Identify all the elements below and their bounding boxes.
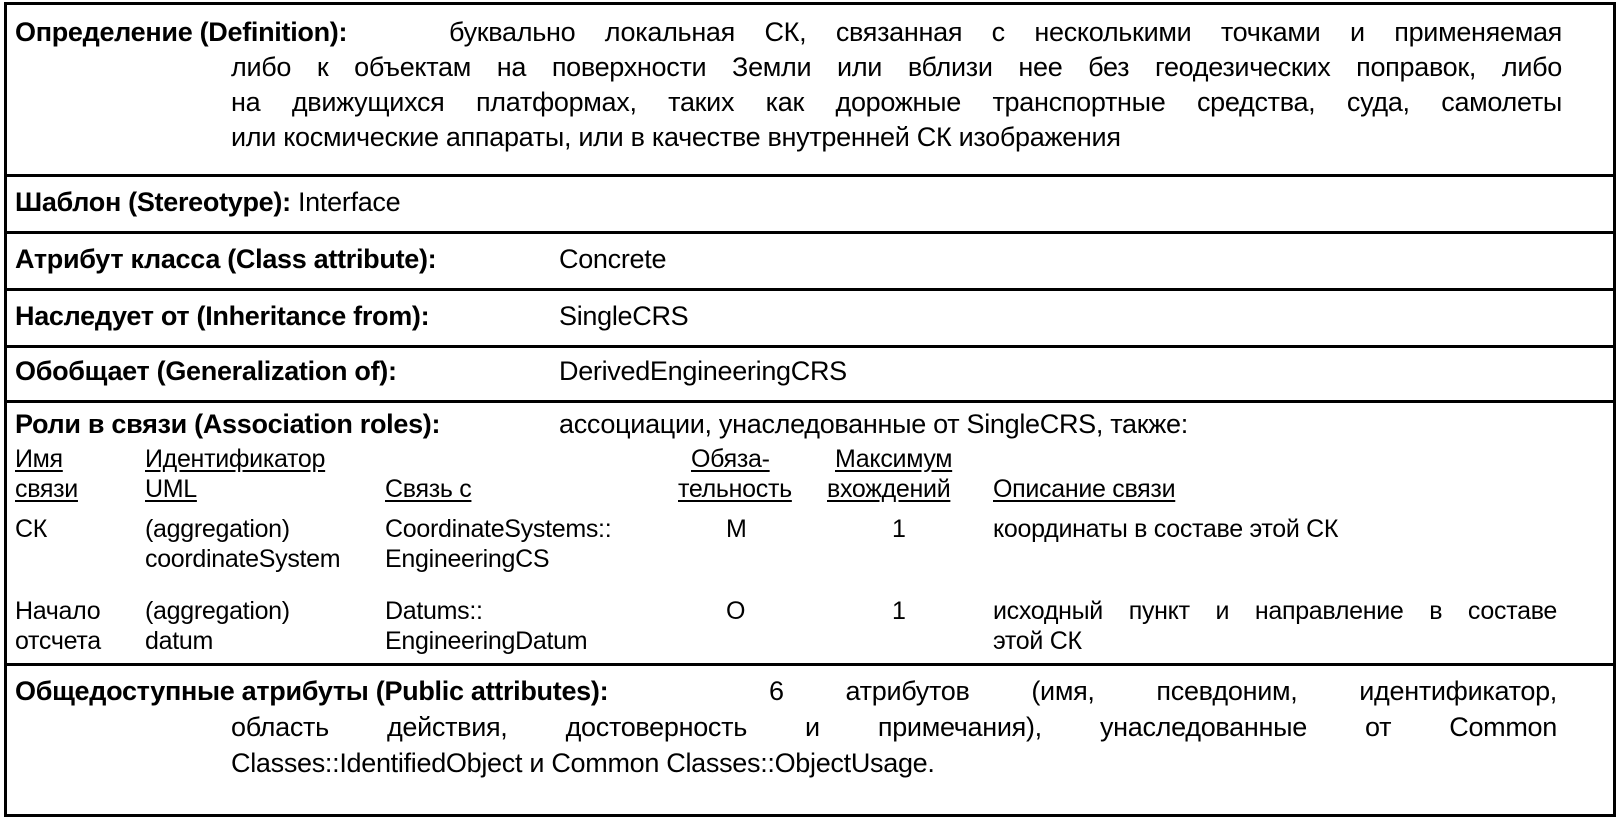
row-name: отсчета [15, 627, 101, 655]
association-roles-label: Роли в связи (Association roles): [15, 409, 441, 439]
public-attributes-line3: Classes::IdentifiedObject и Common Classes::ObjectUsage. [231, 748, 935, 778]
definition-line: либо к объектам на поверхности Земли или вблизи нее без геодезических поправок, либо [231, 52, 1562, 82]
row-link: EngineeringDatum [385, 627, 588, 655]
row-link: EngineeringCS [385, 545, 550, 573]
header-link: Связь с [385, 475, 472, 503]
generalization-label: Обобщает (Generalization of): [15, 356, 397, 386]
definition-label: Определение (Definition): [15, 17, 348, 47]
header-uml: UML [145, 475, 197, 503]
class-attribute-label: Атрибут класса (Class attribute): [15, 244, 437, 274]
row-uml: datum [145, 627, 213, 655]
public-attributes-label: Общедоступные атрибуты (Public attributes): [15, 676, 609, 706]
association-roles-value: ассоциации, унаследованные от SingleCRS, также: [559, 409, 1188, 439]
header-uml: Идентификатор [145, 445, 326, 473]
row-link: CoordinateSystems:: [385, 515, 612, 543]
class-attribute-value: Concrete [559, 244, 667, 274]
generalization-section [7, 348, 1613, 400]
inheritance-section [7, 291, 1613, 345]
stereotype-value: Interface [297, 187, 401, 217]
definition-section [7, 5, 1613, 174]
public-attributes-text-1: 6 атрибутов (имя, псевдоним, идентификатор, [769, 676, 1557, 706]
header-max: Максимум [835, 445, 953, 473]
row-max: 1 [892, 597, 906, 625]
row-description-line: этой СК [993, 627, 1082, 655]
inheritance-value: SingleCRS [559, 301, 689, 331]
row-max: 1 [892, 515, 906, 543]
row-uml: (aggregation) [145, 515, 290, 543]
row-uml: coordinateSystem [145, 545, 341, 573]
inheritance-label: Наследует от (Inheritance from): [15, 301, 430, 331]
row-uml: (aggregation) [145, 597, 290, 625]
definition-text [231, 15, 1562, 155]
association-roles-section [7, 403, 1613, 663]
row-description: координаты в составе этой СК [993, 515, 1339, 543]
row-name: Начало [15, 597, 101, 625]
public-attributes-line2: область действия, достоверность и примечания), унаследованные от Common [231, 712, 1557, 742]
header-description: Описание связи [993, 475, 1176, 503]
class-description-table [4, 2, 1616, 817]
header-max: вхождений [827, 475, 951, 503]
row-description [993, 597, 1557, 657]
row-name: СК [15, 515, 48, 543]
header-name: Имя [15, 445, 63, 473]
public-attributes-section [7, 666, 1613, 816]
header-name: связи [15, 475, 78, 503]
definition-line: или космические аппараты, или в качестве внутренней СК изображения [231, 122, 1121, 152]
header-obligation: Обяза- [691, 445, 770, 473]
definition-line: на движущихся платформах, таких как дорожные транспортные средства, суда, самолеты [231, 87, 1562, 117]
stereotype-label: Шаблон (Stereotype): [15, 187, 291, 217]
row-link: Datums:: [385, 597, 483, 625]
header-obligation: тельность [678, 475, 792, 503]
row-description-line: исходный пункт и направление в составе [993, 597, 1557, 625]
generalization-value: DerivedEngineeringCRS [559, 356, 847, 386]
row-obligation: O [726, 597, 746, 625]
stereotype-row [15, 185, 400, 219]
stereotype-section [7, 177, 1613, 231]
class-attribute-section [7, 234, 1613, 288]
row-obligation: M [726, 515, 747, 543]
definition-line: буквально локальная СК, связанная с несколькими точками и применяемая [449, 17, 1562, 47]
public-attributes-line1 [15, 674, 1557, 708]
